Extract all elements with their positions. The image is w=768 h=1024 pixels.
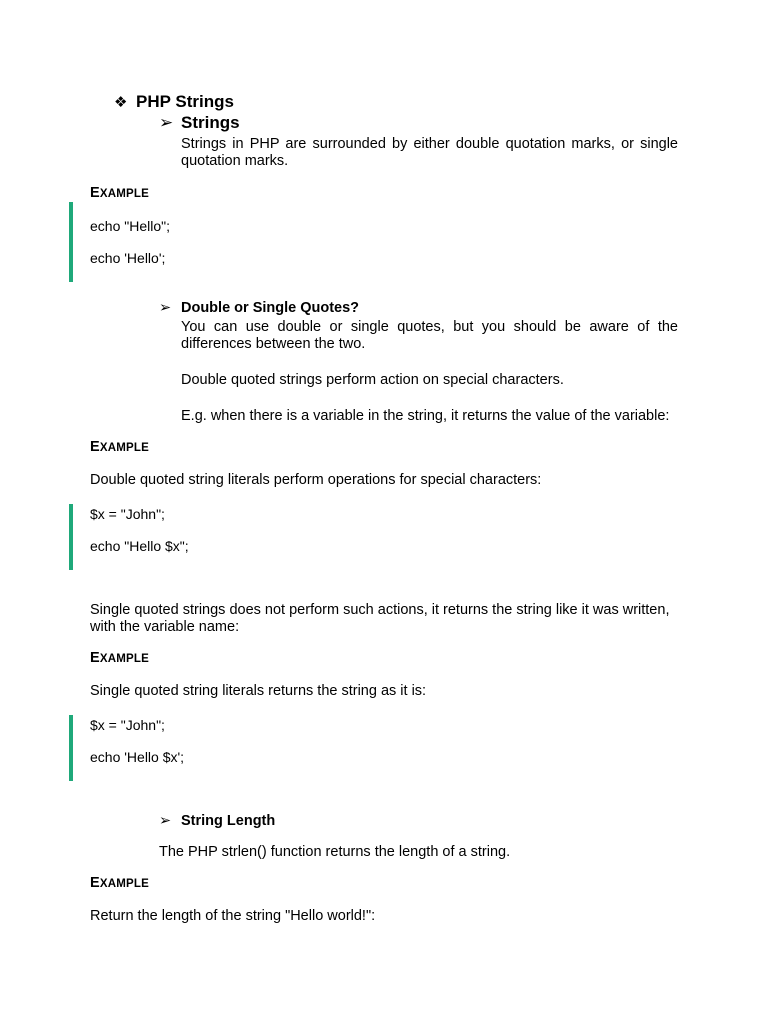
arrow-bullet-icon: ➢	[159, 113, 174, 132]
code-line: $x = "John";	[90, 506, 165, 522]
length-paragraph: The PHP strlen() function returns the length of a string.	[159, 844, 511, 860]
code-line: echo 'Hello $x';	[90, 749, 185, 765]
single-quote-paragraph: Single quoted strings does not perform such actions, it returns the string like it was written, with the variable name:	[90, 602, 670, 635]
code-block-bar	[69, 202, 73, 282]
example-label: EXAMPLE	[90, 185, 149, 201]
code-line: echo "Hello";	[90, 218, 170, 234]
code-line: echo 'Hello';	[90, 250, 166, 266]
code-block-bar	[69, 715, 73, 781]
arrow-bullet-icon: ➢	[159, 300, 172, 316]
example-description: Single quoted string literals returns the string as it is:	[90, 683, 427, 699]
strings-paragraph: Strings in PHP are surrounded by either double quotation marks, or single quotation marks.	[181, 136, 678, 169]
code-block-bar	[69, 504, 73, 570]
section-heading	[114, 93, 234, 111]
code-line: $x = "John";	[90, 717, 165, 733]
quotes-paragraph-3: E.g. when there is a variable in the string, it returns the value of the variable:	[181, 408, 670, 424]
diamond-bullet-icon: ❖	[114, 94, 128, 111]
quotes-paragraph-2: Double quoted strings perform action on special characters.	[181, 372, 564, 388]
code-line: echo "Hello $x";	[90, 538, 189, 554]
quotes-paragraph-1: You can use double or single quotes, but you should be aware of the differences between the two.	[181, 319, 678, 352]
strings-heading	[159, 114, 240, 131]
quotes-heading-label: Double or Single Quotes?	[181, 300, 360, 316]
quotes-heading	[159, 300, 359, 317]
length-heading-label: String Length	[181, 813, 276, 829]
example-label: EXAMPLE	[90, 439, 149, 455]
example-description: Return the length of the string "Hello world!":	[90, 908, 376, 924]
strings-heading-label: Strings	[181, 113, 240, 132]
length-heading	[159, 813, 275, 830]
example-label: EXAMPLE	[90, 875, 149, 891]
example-description: Double quoted string literals perform operations for special characters:	[90, 472, 542, 488]
section-title: PHP Strings	[136, 92, 234, 111]
example-label: EXAMPLE	[90, 650, 149, 666]
arrow-bullet-icon: ➢	[159, 813, 172, 829]
